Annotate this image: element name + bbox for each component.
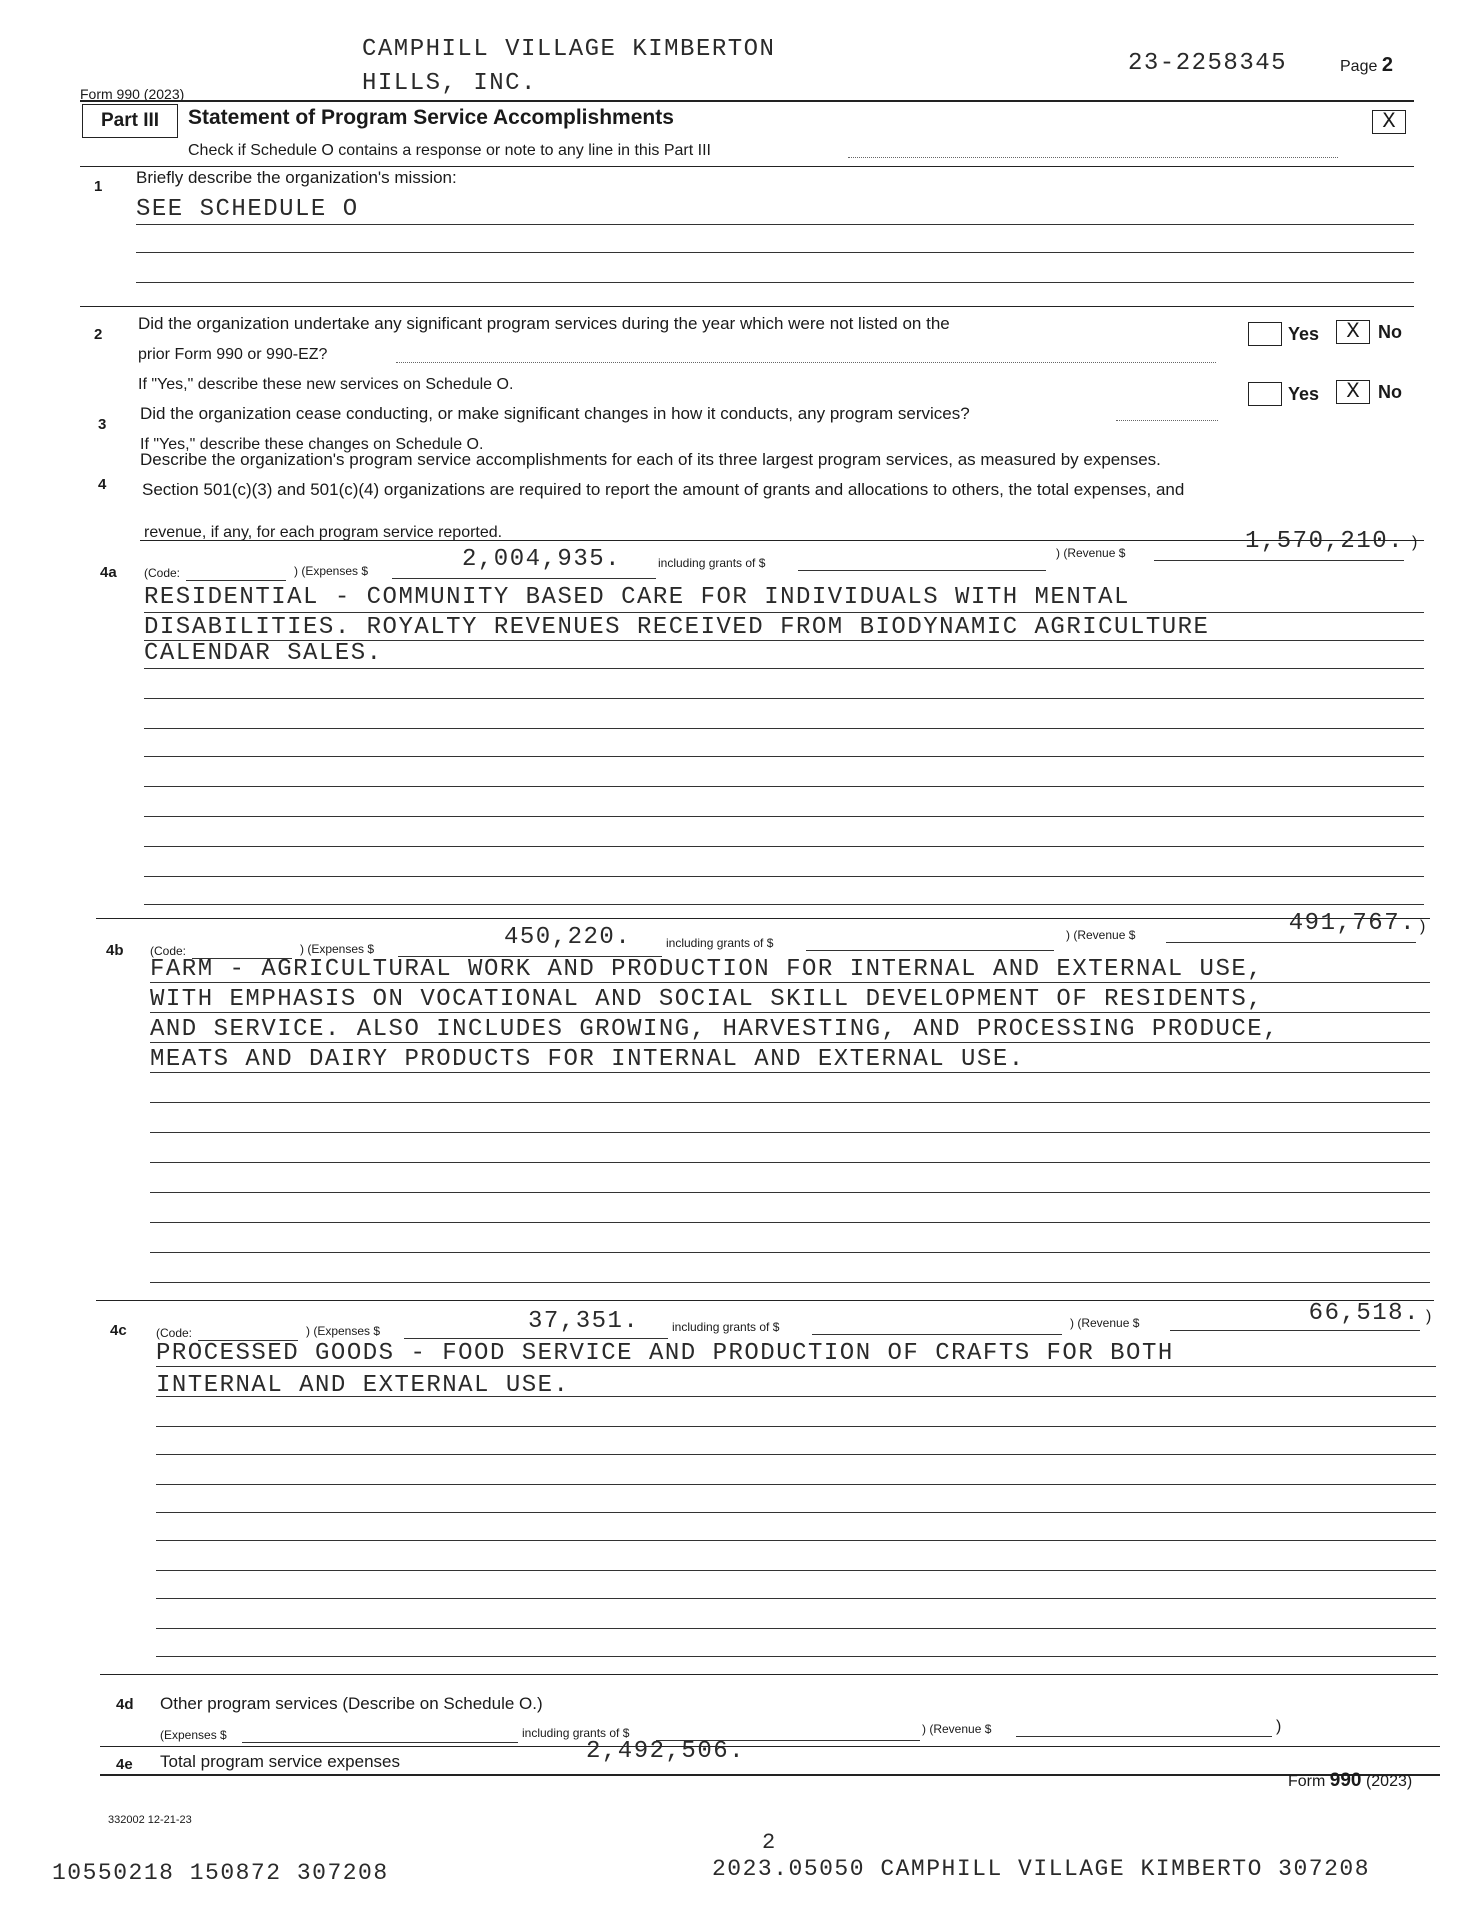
dot-leader — [396, 362, 1216, 363]
answer-line — [156, 1598, 1436, 1599]
ein: 23-2258345 — [1128, 50, 1288, 77]
line4d-text: Other program services (Describe on Schedule O.) — [160, 1694, 543, 1713]
program-4b-desc-line: WITH EMPHASIS ON VOCATIONAL AND SOCIAL SKILL DEVELOPMENT OF RESIDENTS, — [150, 986, 1264, 1013]
answer-line — [150, 1282, 1430, 1283]
line-number: 3 — [98, 416, 107, 433]
grants-label: including grants of $ — [666, 936, 774, 950]
section-rule — [80, 306, 1414, 307]
answer-line — [144, 698, 1424, 699]
revenue-field[interactable] — [1154, 560, 1404, 561]
left-ids: 10550218 150872 307208 — [52, 1860, 389, 1886]
grants-field[interactable] — [812, 1334, 1062, 1335]
form-label: Form 990 (2023) — [80, 86, 185, 102]
expenses-label: ) (Expenses $ — [306, 1324, 381, 1338]
line4d-expenses-field[interactable] — [242, 1742, 518, 1743]
header-rule — [80, 100, 1414, 102]
revenue-label: ) (Revenue $ — [1066, 928, 1136, 942]
dot-leader — [1116, 420, 1218, 421]
answer-line — [144, 816, 1424, 817]
line3-no-checkbox[interactable]: X — [1336, 380, 1370, 404]
revenue-label: ) (Revenue $ — [1056, 546, 1126, 560]
code-label: (Code: — [156, 1326, 193, 1340]
program-4b-desc-line: AND SERVICE. ALSO INCLUDES GROWING, HARVESTING, AND PROCESSING PRODUCE, — [150, 1016, 1280, 1043]
answer-line — [150, 1252, 1430, 1253]
line-number: 2 — [94, 326, 103, 343]
footer-rule — [100, 1774, 1440, 1776]
program-4a-revenue: 1,570,210. — [1244, 528, 1404, 555]
line-number: 1 — [94, 178, 103, 195]
line4d-revenue-label: ) (Revenue $ — [922, 1722, 992, 1736]
footer-form-word: Form — [1288, 1773, 1326, 1790]
expenses-field[interactable] — [392, 578, 656, 579]
answer-line — [144, 640, 1424, 641]
program-4a-expenses: 2,004,935. — [462, 546, 622, 573]
mission-prompt: Briefly describe the organization's mission: — [136, 168, 457, 187]
answer-line — [156, 1366, 1436, 1367]
page-number: 2 — [1381, 54, 1393, 76]
program-4b-desc-line: MEATS AND DAIRY PRODUCTS FOR INTERNAL AND EXTERNAL USE. — [150, 1046, 1025, 1073]
answer-line — [150, 1102, 1430, 1103]
answer-line — [144, 876, 1424, 877]
line4-instruction-c: revenue, if any, for each program service reported. — [144, 524, 503, 541]
schedule-o-checkbox[interactable]: X — [1372, 110, 1406, 134]
program-4a-desc-line: RESIDENTIAL - COMMUNITY BASED CARE FOR INDIVIDUALS WITH MENTAL — [144, 584, 1130, 611]
answer-line — [144, 728, 1424, 729]
answer-line — [144, 904, 1424, 905]
org-name-line2: HILLS, INC. — [362, 70, 537, 97]
answer-line — [156, 1484, 1436, 1485]
line-number: 4d — [116, 1696, 134, 1713]
dot-leader — [848, 157, 1338, 158]
line3-question: Did the organization cease conducting, or make significant changes in how it conducts, any program services? — [140, 404, 970, 423]
close-paren: ) — [1420, 918, 1426, 935]
answer-line — [156, 1396, 1436, 1397]
answer-line — [150, 1012, 1430, 1013]
line2-yes-label: Yes — [1288, 324, 1320, 344]
grants-label: including grants of $ — [658, 556, 766, 570]
answer-line — [136, 224, 1414, 225]
line4e-text: Total program service expenses — [160, 1752, 401, 1771]
program-4a-number: 4a — [100, 564, 117, 581]
schedule-o-check-text: Check if Schedule O contains a response or note to any line in this Part III — [188, 142, 711, 159]
answer-line — [156, 1570, 1436, 1571]
line2-question-cont: prior Form 990 or 990-EZ? — [138, 346, 328, 363]
line4d-expenses-label: (Expenses $ — [160, 1728, 227, 1742]
answer-line — [136, 252, 1414, 253]
program-4a-desc-line: DISABILITIES. ROYALTY REVENUES RECEIVED FROM BIODYNAMIC AGRICULTURE — [144, 614, 1210, 641]
line-number: 4 — [98, 476, 107, 493]
answer-line — [136, 282, 1414, 283]
page-number-footer: 2 — [762, 1830, 777, 1855]
code-label: (Code: — [144, 566, 181, 580]
answer-line — [144, 786, 1424, 787]
line2-no-checkbox[interactable]: X — [1336, 320, 1370, 344]
footer-form-label — [1288, 1770, 1412, 1792]
footer-form-number: 990 — [1329, 1770, 1362, 1791]
program-4c-desc-line: INTERNAL AND EXTERNAL USE. — [156, 1372, 570, 1399]
total-program-expenses: 2,492,506. — [586, 1738, 746, 1765]
line4-instruction-b: Section 501(c)(3) and 501(c)(4) organizations are required to report the amount of grants and allocations to others, the total expenses, and — [142, 480, 1185, 499]
answer-line — [156, 1628, 1436, 1629]
answer-line — [156, 1426, 1436, 1427]
program-4b-expenses: 450,220. — [504, 924, 632, 951]
answer-line — [150, 1042, 1430, 1043]
line4d-grants-label: including grants of $ — [522, 1726, 630, 1740]
form-code: 332002 12-21-23 — [108, 1814, 192, 1826]
expenses-field[interactable] — [404, 1338, 668, 1339]
program-4a-desc-line: CALENDAR SALES. — [144, 640, 383, 667]
mission-answer: SEE SCHEDULE O — [136, 196, 359, 223]
part-title: Statement of Program Service Accomplishments — [188, 106, 674, 129]
revenue-field[interactable] — [1170, 1330, 1420, 1331]
program-4c-expenses: 37,351. — [528, 1308, 640, 1335]
revenue-label: ) (Revenue $ — [1070, 1316, 1140, 1330]
expenses-label: ) (Expenses $ — [300, 942, 375, 956]
answer-line — [150, 1132, 1430, 1133]
program-4c-revenue: 66,518. — [1308, 1300, 1420, 1327]
line3-yes-label: Yes — [1288, 384, 1320, 404]
line2-instruction: If "Yes," describe these new services on Schedule O. — [138, 376, 514, 393]
answer-line — [150, 1222, 1430, 1223]
line3-instruction: If "Yes," describe these changes on Schedule O. — [140, 436, 484, 453]
line3-no-label: No — [1378, 382, 1402, 402]
grants-field[interactable] — [806, 950, 1054, 951]
section-rule — [100, 1746, 1440, 1747]
part-rule — [80, 166, 1414, 167]
right-ids: 2023.05050 CAMPHILL VILLAGE KIMBERTO 307208 — [712, 1856, 1370, 1882]
page-indicator — [1340, 54, 1393, 77]
program-4b-revenue: 491,767. — [1288, 910, 1416, 937]
part-label: Part III — [82, 104, 178, 138]
code-field[interactable] — [186, 580, 286, 581]
close-paren: ) — [1412, 534, 1418, 551]
section-rule — [100, 1674, 1438, 1675]
answer-line — [144, 846, 1424, 847]
answer-line — [156, 1512, 1436, 1513]
line2-no-label: No — [1378, 322, 1402, 342]
line4-instruction-a: Describe the organization's program service accomplishments for each of its three largest program services, as measured by expenses. — [140, 450, 1161, 469]
program-4b-number: 4b — [106, 942, 124, 959]
line3-yes-checkbox[interactable] — [1248, 382, 1282, 406]
answer-line — [144, 668, 1424, 669]
answer-line — [150, 1192, 1430, 1193]
answer-line — [156, 1540, 1436, 1541]
close-paren: ) — [1426, 1308, 1432, 1325]
answer-line — [144, 756, 1424, 757]
answer-line — [156, 1656, 1436, 1657]
revenue-field[interactable] — [1166, 942, 1416, 943]
program-4c-desc-line: PROCESSED GOODS - FOOD SERVICE AND PRODUCTION OF CRAFTS FOR BOTH — [156, 1340, 1174, 1367]
line-number: 4e — [116, 1756, 133, 1773]
answer-line — [150, 982, 1430, 983]
line2-yes-checkbox[interactable] — [1248, 322, 1282, 346]
grants-label: including grants of $ — [672, 1320, 780, 1334]
grants-field[interactable] — [798, 570, 1046, 571]
answer-line — [150, 1162, 1430, 1163]
org-name-line1: CAMPHILL VILLAGE KIMBERTON — [362, 36, 776, 63]
footer-form-year: (2023) — [1365, 1773, 1413, 1790]
page-label: Page — [1340, 58, 1378, 75]
line2-question: Did the organization undertake any significant program services during the year which were not listed on the — [138, 314, 950, 333]
answer-line — [150, 1072, 1430, 1073]
close-paren: ) — [1276, 1718, 1282, 1735]
expenses-label: ) (Expenses $ — [294, 564, 369, 578]
program-4b-desc-line: FARM - AGRICULTURAL WORK AND PRODUCTION FOR INTERNAL AND EXTERNAL USE, — [150, 956, 1264, 983]
code-label: (Code: — [150, 944, 187, 958]
program-4c-number: 4c — [110, 1322, 127, 1339]
answer-line — [144, 612, 1424, 613]
line4d-revenue-field[interactable] — [1016, 1736, 1272, 1737]
answer-line — [156, 1454, 1436, 1455]
